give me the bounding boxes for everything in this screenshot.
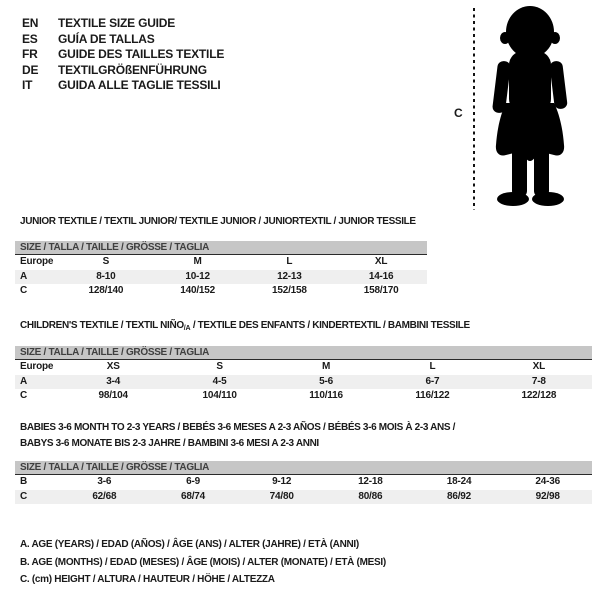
size-value: 68/74 [180, 490, 206, 502]
size-header-bar: SIZE / TALLA / TAILLE / GRÖSSE / TAGLIA [15, 461, 592, 475]
size-value: 152/158 [272, 285, 307, 296]
table-row [15, 475, 592, 490]
language-row [22, 78, 224, 94]
size-value: 104/110 [202, 390, 237, 401]
language-code: EN [22, 16, 39, 30]
table-title-line [20, 420, 455, 436]
language-row [22, 16, 224, 32]
row-label: A [20, 375, 28, 387]
region-label: Europe [20, 256, 54, 267]
baby-silhouette-icon [486, 5, 576, 207]
region-label: Europe [20, 361, 54, 372]
size-value: 80/86 [358, 490, 383, 502]
size-value: 140/152 [180, 285, 215, 296]
table-title-line [20, 318, 470, 337]
table-row [15, 490, 592, 505]
footnote-line: C. (cm) HEIGHT / ALTURA / HAUTEUR / HÖHE / ALTEZZA [20, 574, 275, 585]
title-subscript: /A [183, 325, 191, 332]
size-value: 62/68 [92, 490, 117, 502]
size-value: 24-36 [535, 476, 560, 487]
language-row [22, 63, 224, 79]
table-title-line [20, 214, 416, 230]
row-label: C [20, 390, 28, 401]
table-row [15, 270, 427, 285]
size-value: 3-6 [97, 476, 112, 487]
size-value: 128/140 [88, 285, 124, 296]
language-title: GUÍA DE TALLAS [58, 31, 155, 46]
table-title-line [20, 436, 455, 452]
size-column-label: S [216, 361, 223, 372]
footnote-line: B. AGE (MONTHS) / EDAD (MESES) / ÂGE (MOIS) / ALTER (MONATE) / ETÀ (MESI) [20, 556, 386, 568]
title-text: BABYS 3-6 MONATE BIS 2-3 JAHRE / BAMBINI 3-6 MESI A 2-3 ANNI [20, 438, 319, 449]
size-column-label: XL [532, 361, 546, 372]
size-column-label: S [102, 256, 110, 267]
footnotes [20, 536, 386, 589]
size-value: 7-8 [531, 375, 546, 387]
size-column-label: XL [374, 256, 388, 267]
language-title: GUIDE DES TAILLES TEXTILE [58, 47, 225, 61]
children-size-table [15, 346, 592, 404]
language-row [22, 32, 224, 48]
language-code: DE [22, 62, 39, 77]
size-value: 9-12 [272, 476, 292, 487]
row-label: B [20, 476, 28, 487]
language-title: GUIDA ALLE TAGLIE TESSILI [58, 78, 221, 92]
size-header-bar: SIZE / TALLA / TAILLE / GRÖSSE / TAGLIA [15, 346, 592, 360]
column-header-row [15, 255, 427, 270]
babies-table-title [20, 420, 455, 452]
language-list [22, 16, 224, 94]
size-column-label: M [321, 361, 331, 372]
size-value: 86/92 [447, 490, 472, 502]
size-column-label: L [429, 361, 436, 372]
size-value: 8-10 [96, 270, 116, 282]
size-column-label: L [286, 256, 293, 267]
language-title: TEXTILGRÖßENFÜHRUNG [58, 62, 207, 77]
row-label: A [20, 270, 28, 282]
title-text: BABIES 3-6 MONTH TO 2-3 YEARS / BEBÉS 3-6 MESES A 2-3 AÑOS / BÉBÉS 3-6 MOIS À 2-3 ANS / [20, 422, 456, 433]
language-code: ES [22, 31, 38, 46]
size-value: 10-12 [185, 270, 210, 282]
size-value: 5-6 [319, 375, 333, 387]
size-value: 98/104 [98, 390, 128, 401]
size-header-bar: SIZE / TALLA / TAILLE / GRÖSSE / TAGLIA [15, 241, 427, 255]
title-text: / TEXTILE DES ENFANTS / KINDERTEXTIL / BAMBINI TESSILE [190, 320, 470, 331]
height-measure-dashed-line [473, 8, 475, 210]
size-value: 6-9 [186, 476, 200, 487]
size-value: 3-4 [106, 375, 121, 387]
babies-size-table [15, 461, 592, 504]
size-value: 14-16 [368, 270, 394, 282]
size-value: 116/122 [415, 390, 450, 401]
size-value: 122/128 [521, 390, 557, 401]
language-row [22, 47, 224, 63]
footnote-line: A. AGE (YEARS) / EDAD (AÑOS) / ÂGE (ANS) / ALTER (JAHRE) / ETÀ (ANNI) [20, 539, 359, 550]
column-header-row [15, 360, 592, 375]
height-measure-label: C [454, 106, 463, 120]
language-title: TEXTILE SIZE GUIDE [58, 16, 176, 30]
table-row [15, 375, 592, 390]
size-value: 12-18 [358, 476, 383, 487]
language-code: FR [22, 47, 38, 61]
size-value: 110/116 [309, 390, 343, 401]
junior-table-title [20, 214, 416, 230]
size-value: 4-5 [212, 375, 227, 387]
row-label: C [20, 490, 28, 502]
children-table-title [20, 318, 470, 337]
title-text: JUNIOR TEXTILE / TEXTIL JUNIOR/ TEXTILE JUNIOR / JUNIORTEXTIL / JUNIOR TESSILE [20, 216, 416, 227]
size-column-label: XS [106, 361, 120, 372]
table-row [15, 389, 592, 404]
size-value: 74/80 [269, 490, 294, 502]
size-value: 158/170 [363, 285, 399, 296]
row-label: C [20, 285, 28, 296]
size-value: 92/98 [535, 490, 560, 502]
size-column-label: M [193, 256, 202, 267]
size-value: 6-7 [425, 375, 440, 387]
size-value: 12-13 [277, 270, 302, 282]
title-text: CHILDREN'S TEXTILE / TEXTIL NIÑO [20, 320, 184, 331]
size-value: 18-24 [446, 476, 472, 487]
junior-size-table [15, 241, 427, 299]
language-code: IT [22, 78, 33, 92]
table-row [15, 284, 427, 299]
